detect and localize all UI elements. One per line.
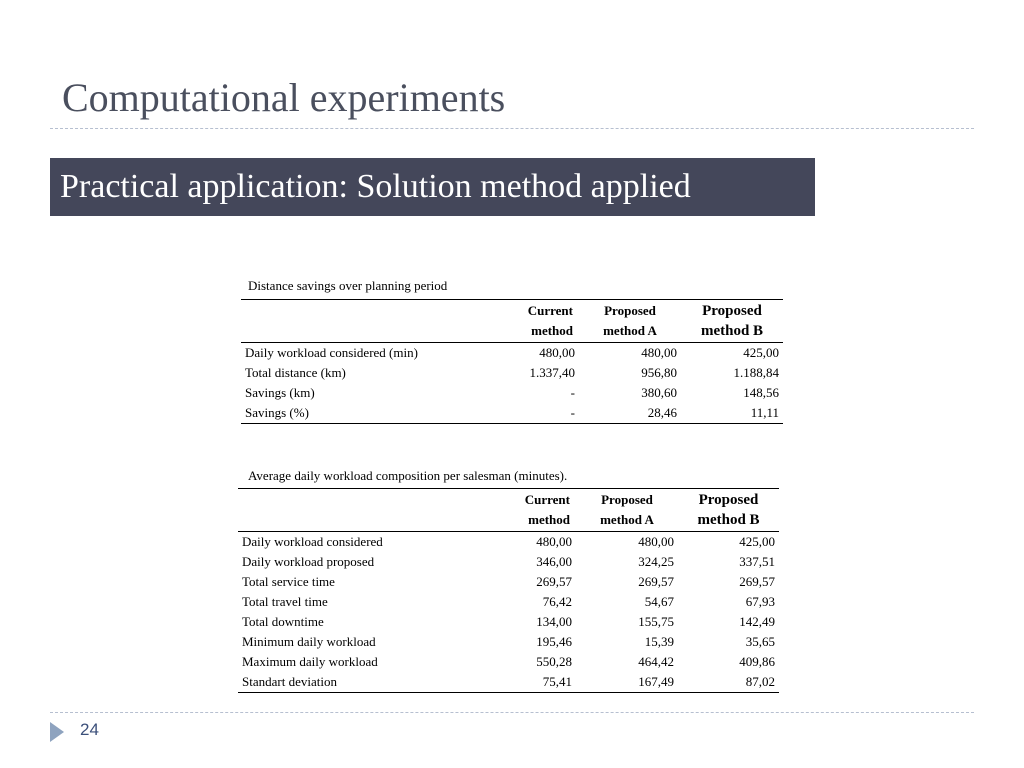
triangle-bullet-icon [50, 722, 64, 742]
page-number: 24 [80, 720, 99, 739]
cell-current: 76,42 [542, 594, 572, 609]
header-current-method: Current method [524, 492, 570, 527]
cell-method-a: 155,75 [638, 614, 674, 629]
cell-method-b: 11,11 [750, 405, 779, 420]
header-blank [238, 489, 492, 532]
cell-current: 480,00 [536, 534, 572, 549]
cell-method-b: 425,00 [743, 345, 779, 360]
cell-method-a: 167,49 [638, 674, 674, 689]
cell-method-b: 148,56 [743, 385, 779, 400]
distance-savings-table [241, 299, 783, 424]
cell-method-a: 28,46 [647, 405, 677, 420]
row-label: Total service time [242, 574, 335, 589]
cell-current: 480,00 [539, 345, 575, 360]
row-label: Minimum daily workload [242, 634, 376, 649]
cell-current: - [570, 405, 575, 420]
cell-current: 550,28 [536, 654, 572, 669]
cell-method-b: 142,49 [739, 614, 775, 629]
cell-current: 269,57 [536, 574, 572, 589]
table-row [241, 383, 783, 403]
header-blank [241, 300, 495, 343]
table-row [238, 552, 779, 572]
cell-current: - [570, 385, 575, 400]
section-banner [50, 158, 815, 216]
table-row [238, 612, 779, 632]
cell-method-a: 480,00 [641, 345, 677, 360]
cell-method-a: 324,25 [638, 554, 674, 569]
header-proposed-method-b: Proposed method B [697, 492, 760, 528]
cell-method-b: 67,93 [745, 594, 775, 609]
table-row [238, 632, 779, 652]
cell-method-b: 425,00 [739, 534, 775, 549]
table-row [241, 363, 783, 383]
table-row [241, 343, 783, 364]
table-row [238, 592, 779, 612]
cell-method-b: 1.188,84 [733, 365, 779, 380]
workload-composition-table [238, 488, 779, 693]
title-divider [50, 128, 974, 129]
cell-method-b: 87,02 [745, 674, 775, 689]
table-row [238, 572, 779, 592]
cell-method-b: 269,57 [739, 574, 775, 589]
table-row [238, 672, 779, 693]
cell-current: 1.337,40 [529, 365, 575, 380]
table-row [238, 532, 779, 553]
row-label: Daily workload considered [242, 534, 383, 549]
table-header-row [238, 489, 779, 532]
row-label: Total downtime [242, 614, 324, 629]
header-proposed-method-a: Proposed method A [600, 492, 654, 527]
row-label: Maximum daily workload [242, 654, 378, 669]
row-label: Savings (%) [245, 405, 309, 420]
row-label: Total distance (km) [245, 365, 346, 380]
cell-method-b: 409,86 [739, 654, 775, 669]
row-label: Total travel time [242, 594, 328, 609]
cell-current: 134,00 [536, 614, 572, 629]
table-row [241, 403, 783, 424]
section-banner-text: Practical application: Solution method applied [60, 168, 691, 205]
cell-method-a: 269,57 [638, 574, 674, 589]
cell-method-a: 464,42 [638, 654, 674, 669]
cell-method-b: 35,65 [745, 634, 775, 649]
cell-method-a: 956,80 [641, 365, 677, 380]
row-label: Daily workload proposed [242, 554, 375, 569]
header-proposed-method-a: Proposed method A [603, 303, 657, 338]
table-row [238, 652, 779, 672]
cell-method-a: 54,67 [644, 594, 674, 609]
table1-caption: Distance savings over planning period [248, 278, 448, 293]
header-current-method: Current method [527, 303, 573, 338]
slide-title: Computational experiments [62, 75, 506, 120]
cell-method-a: 480,00 [638, 534, 674, 549]
table-header-row [241, 300, 783, 343]
footer-divider [50, 712, 974, 713]
header-proposed-method-b: Proposed method B [700, 303, 764, 339]
row-label: Daily workload considered (min) [245, 345, 418, 360]
cell-method-a: 380,60 [641, 385, 677, 400]
cell-current: 195,46 [536, 634, 572, 649]
cell-method-b: 337,51 [739, 554, 775, 569]
cell-current: 346,00 [536, 554, 572, 569]
table2-caption: Average daily workload composition per salesman (minutes). [248, 468, 568, 483]
row-label: Standart deviation [242, 674, 337, 689]
cell-method-a: 15,39 [644, 634, 674, 649]
row-label: Savings (km) [245, 385, 315, 400]
cell-current: 75,41 [542, 674, 572, 689]
